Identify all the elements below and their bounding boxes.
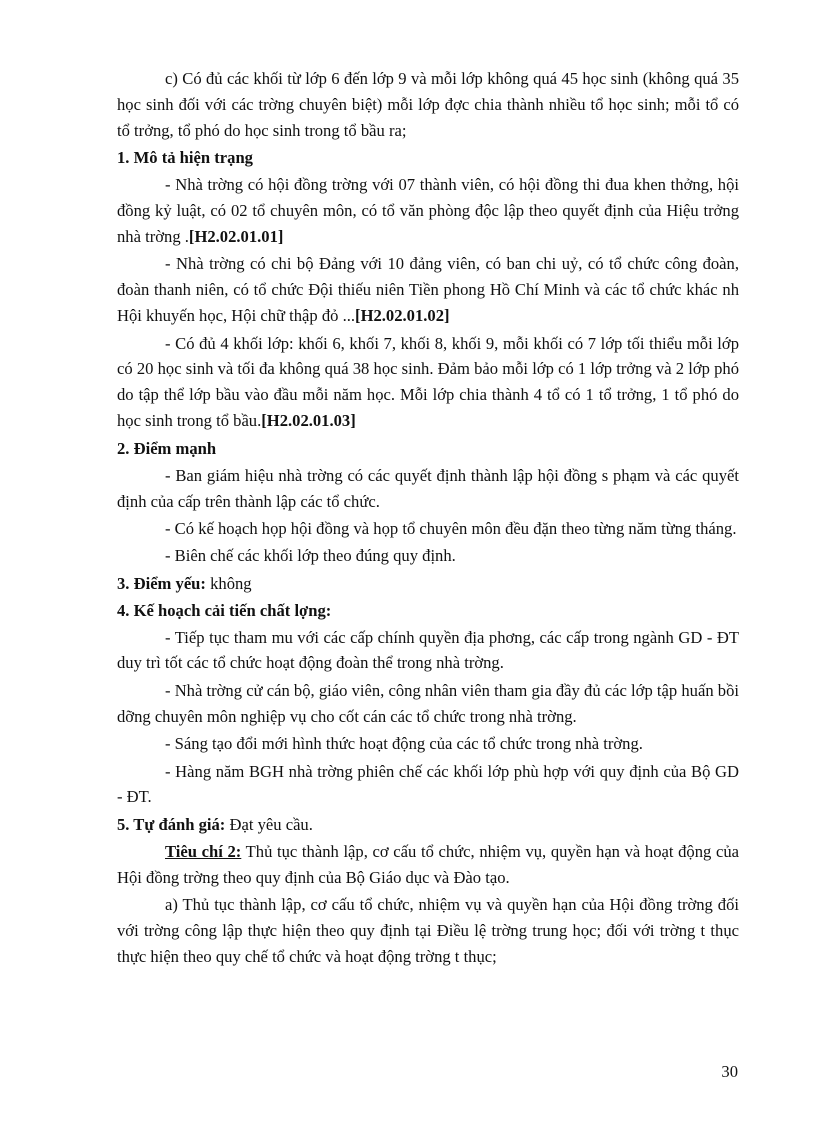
- criteria-paragraph: Tiêu chí 2: Thủ tục thành lập, cơ cấu tổ chức, nhiệm vụ, quyền hạn và hoạt động của Hội đồng trờng theo quy định của Bộ Giáo dục và Đào tạo.: [117, 841, 739, 887]
- section-3-heading: 3. Điểm yếu: không: [117, 573, 252, 593]
- evidence-ref: [H2.02.01.03]: [261, 411, 356, 431]
- section-1-item: - Có đủ 4 khối lớp: khối 6, khối 7, khối 8, khối 9, mỗi khối có 7 lớp tối thiểu mỗi lớp có 20 học sinh và tối đa không quá 38 học sinh. Đảm bảo mỗi lớp có 1 lớp trởng và 2 lớp phó do tập thể lớp bầu vào đầu mỗi năm học. Mỗi lớp chia thành 4 tổ có 1 tổ trởng, 1 tổ phó do học sinh trong tổ bầu.[H2.02.01.03]: [117, 333, 739, 431]
- section-4-item: - Nhà trờng cử cán bộ, giáo viên, công nhân viên tham gia đầy đủ các lớp tập huấn bồi dỡng chuyên môn nghiệp vụ cho cốt cán các tổ chức trong nhà trờng.: [117, 680, 739, 726]
- section-1-item: - Nhà trờng có chi bộ Đảng với 10 đảng viên, có ban chi uỷ, có tổ chức công đoàn, đoàn thanh niên, có tổ chức Đội thiếu niên Tiền phong Hồ Chí Minh và các tổ chức khác nh Hội khuyến học, Hội chữ thập đỏ ...[H2.02.01.02]: [117, 254, 739, 326]
- section-5-heading: 5. Tự đánh giá: Đạt yêu cầu.: [117, 814, 313, 834]
- evidence-ref: [H2.02.01.01]: [188, 226, 284, 246]
- document-page: [117, 66, 739, 971]
- section-2-heading: 2. Điểm mạnh: [117, 438, 217, 458]
- section-3-value: không: [205, 573, 252, 593]
- section-2-item: - Biên chế các khối lớp theo đúng quy định.: [165, 546, 456, 566]
- section-4-item: - Sáng tạo đổi mới hình thức hoạt động của các tổ chức trong nhà trờng.: [165, 734, 643, 754]
- item-a-paragraph: a) Thủ tục thành lập, cơ cấu tổ chức, nhiệm vụ và quyền hạn của Hội đồng trờng đối với trờng công lập thực hiện theo quy định tại Điều lệ trờng trung học; đối với trờng t thục thực hiện theo quy chế tổ chức và hoạt động trờng t thục;: [117, 895, 739, 966]
- section-5-value: Đạt yêu cầu.: [225, 814, 313, 834]
- section-2-item: - Có kế hoạch họp hội đồng và họp tổ chuyên môn đều đặn theo từng năm từng tháng.: [165, 518, 737, 538]
- evidence-ref: [H2.02.01.02]: [355, 306, 450, 326]
- section-4-item: - Hàng năm BGH nhà trờng phiên chế các khối lớp phù hợp với quy định của Bộ GD - ĐT.: [117, 761, 739, 807]
- section-1-heading: 1. Mô tả hiện trạng: [117, 148, 253, 168]
- criteria-label: Tiêu chí 2:: [165, 841, 242, 861]
- section-1-item: - Nhà trờng có hội đồng trờng với 07 thành viên, có hội đồng thi đua khen thởng, hội đồng kỷ luật, có 02 tổ chuyên môn, có tổ văn phòng độc lập theo quyết định của Hiệu trởng nhà trờng .[H2.02.01.01]: [117, 175, 739, 246]
- section-4-item: - Tiếp tục tham mu với các cấp chính quyền địa phơng, các cấp trong ngành GD - ĐT duy trì tốt các tổ chức hoạt động đoàn thể trong nhà trờng.: [117, 627, 739, 673]
- page-number: 30: [721, 1062, 738, 1081]
- section-2-item: - Ban giám hiệu nhà trờng có các quyết định thành lập hội đồng s phạm và các quyết định của cấp trên thành lập các tổ chức.: [117, 465, 739, 511]
- intro-paragraph: c) Có đủ các khối từ lớp 6 đến lớp 9 và mỗi lớp không quá 45 học sinh (không quá 35 học sinh đối với các trờng chuyên biệt) mỗi lớp đợc chia thành nhiều tổ học sinh; mỗi tổ có tổ trởng, tổ phó do học sinh trong tổ bầu ra;: [117, 69, 739, 140]
- section-4-heading: 4. Kế hoạch cải tiến chất lợng:: [117, 600, 332, 620]
